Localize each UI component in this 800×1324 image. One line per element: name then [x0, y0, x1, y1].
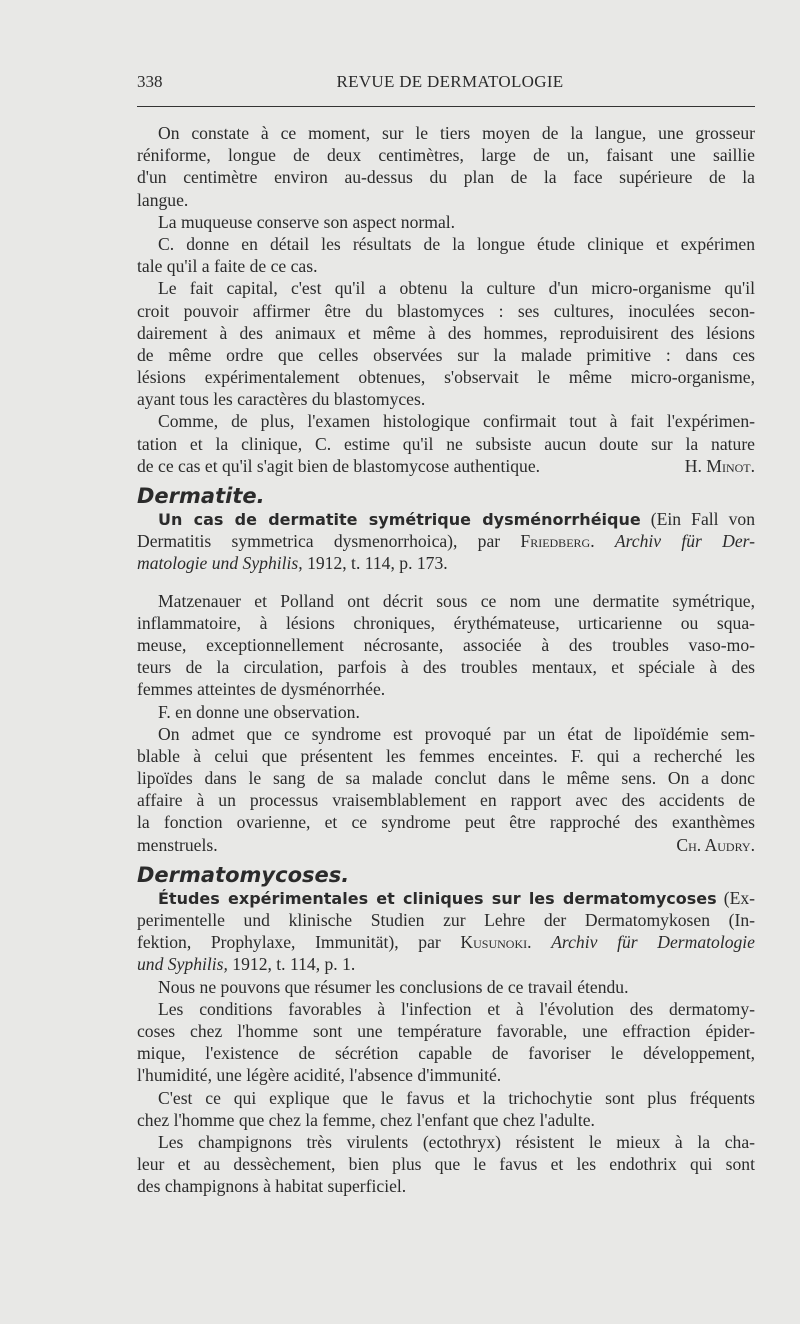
text-line: [137, 634, 755, 656]
text-line: [137, 656, 755, 678]
text-span: Matzenauer et Polland ont décrit sous ce nom une dermatite symétrique,: [158, 590, 755, 611]
spacer: [137, 575, 755, 590]
text-line: [137, 255, 755, 277]
text-line: [137, 166, 755, 188]
paragraph: [137, 590, 755, 701]
text-line: [137, 834, 755, 856]
running-title: REVUE DE DERMATOLOGIE: [336, 72, 564, 91]
text-line: [137, 508, 755, 530]
text-span: la fonction ovarienne, et ce syndrome peut être rapproché des exanthèmes: [137, 812, 755, 833]
text-line: [137, 1020, 755, 1042]
page-number: 338: [137, 72, 163, 91]
text-span: croit pouvoir affirmer être du blastomyces : ses cultures, inoculées secon-: [137, 300, 755, 321]
text-line: [137, 300, 755, 322]
text-span: meuse, exceptionnellement nécrosante, associée à des troubles vaso-mo-: [137, 634, 755, 655]
page-body: [137, 122, 755, 1197]
text-span: langue.: [137, 189, 189, 210]
text-span: (Ein Fall von: [640, 509, 755, 529]
text-span: Nous ne pouvons que résumer les conclusions de ce travail étendu.: [158, 976, 629, 997]
text-span: menstruels.: [137, 834, 218, 855]
text-line: [137, 767, 755, 789]
text-line: [137, 590, 755, 612]
text-line: [137, 410, 755, 432]
text-line: [137, 745, 755, 767]
text-span: On constate à ce moment, sur le tiers moyen de la langue, une grosseur: [158, 123, 755, 143]
text-line: [137, 233, 755, 255]
text-line: [137, 1087, 755, 1109]
text-line: [137, 322, 755, 344]
paragraph: [137, 976, 755, 998]
text-span: (Ex-: [716, 887, 755, 908]
text-line: [137, 789, 755, 811]
text-line: [137, 887, 755, 909]
text-line: [137, 366, 755, 388]
journal-citation: Archiv für Der-: [614, 531, 755, 552]
text-span: 1912, t. 114, p. 1.: [227, 954, 356, 975]
text-span: C. donne en détail les résultats de la longue étude clinique et expérimen: [158, 233, 755, 254]
text-line: [137, 1175, 755, 1197]
text-line: [137, 277, 755, 299]
text-line: [137, 530, 755, 552]
text-span: de ce cas et qu'il s'agit bien de blastomycose authentique.: [137, 455, 541, 476]
text-span: chez l'homme que chez la femme, chez l'enfant que chez l'adulte.: [137, 1109, 595, 1130]
text-span: F. en donne une observation.: [158, 701, 360, 722]
paragraph: [137, 233, 755, 277]
text-span: d'un centimètre environ au-dessus du plan de la face supérieure de la: [137, 167, 755, 188]
text-span: mique, l'existence de sécrétion capable de favoriser le développement,: [137, 1043, 755, 1064]
text-line: [137, 1153, 755, 1175]
text-line: [137, 909, 755, 931]
journal-citation: Archiv für Dermatologie: [551, 932, 755, 953]
text-line: [137, 144, 755, 166]
paragraph: [137, 998, 755, 1087]
text-line: [137, 433, 755, 455]
text-line: [137, 998, 755, 1020]
article-title: Un cas de dermatite symétrique dysménorrhéique: [158, 510, 641, 529]
journal-citation: und Syphilis,: [137, 954, 228, 975]
author-signature: Ch. Audry.: [676, 834, 755, 855]
text-line: [137, 723, 755, 745]
text-line: [137, 701, 755, 723]
text-line: [137, 953, 755, 975]
text-span: C'est ce qui explique que le favus et la trichochytie sont plus fréquents: [158, 1087, 755, 1108]
paragraph: [137, 1087, 755, 1131]
header-rule: [137, 106, 755, 107]
paragraph: [137, 277, 755, 410]
article-title: Études expérimentales et cliniques sur les dermatomycoses: [158, 888, 717, 908]
text-span: ayant tous les caractères du blastomyces.: [137, 389, 426, 410]
text-span: lipoïdes dans le sang de sa malade conclut dans le même sens. On a donc: [137, 768, 755, 789]
paragraph: [137, 701, 755, 723]
text-span: fektion, Prophylaxe, Immunität), par: [137, 932, 461, 953]
text-line: [137, 1131, 755, 1153]
text-span: La muqueuse conserve son aspect normal.: [158, 211, 456, 232]
text-span: Le fait capital, c'est qu'il a obtenu la culture d'un micro-organisme qu'il: [158, 278, 755, 299]
paragraph: [137, 508, 755, 575]
journal-citation: matologie und Syphilis,: [137, 553, 303, 574]
text-span: On admet que ce syndrome est provoqué par un état de lipoïdémie sem-: [158, 723, 755, 744]
text-line: [137, 811, 755, 833]
paragraph: [137, 723, 755, 856]
text-span: Les champignons très virulents (ectothryx) résistent le mieux à la cha-: [158, 1131, 755, 1152]
text-span: perimentelle und klinische Studien zur Lehre der Dermatomykosen (In-: [137, 910, 755, 930]
text-span: .: [590, 531, 615, 552]
text-span: dairement à des animaux et même à des hommes, reproduisirent des lésions: [137, 322, 755, 343]
text-span: de même ordre que celles observées sur la malade primitive : dans ces: [137, 344, 755, 365]
text-line: [137, 612, 755, 634]
text-span: des champignons à habitat superficiel.: [137, 1176, 407, 1197]
author-signature: H. Minot.: [684, 455, 755, 476]
paragraph: [137, 410, 755, 477]
text-line: [137, 211, 755, 233]
text-span: 1912, t. 114, p. 173.: [302, 553, 448, 574]
text-span: teurs de la circulation, parfois à des troubles mentaux, et spéciale à des: [137, 657, 755, 678]
text-span: coses chez l'homme sont une température favorable, une effraction épider-: [137, 1020, 755, 1041]
text-span: .: [527, 932, 552, 953]
text-line: [137, 678, 755, 700]
author-name: Kusunoki: [460, 932, 528, 953]
text-line: [137, 552, 755, 574]
text-line: [137, 388, 755, 410]
text-span: Dermatitis symmetrica dysmenorrhoica), par: [137, 531, 521, 552]
paragraph: [137, 887, 755, 976]
section-heading: Dermatomycoses.: [137, 862, 350, 887]
text-span: leur et au dessèchement, bien plus que le favus et les endothrix qui sont: [137, 1154, 755, 1175]
text-span: tation et la clinique, C. estime qu'il ne subsiste aucun doute sur la nature: [137, 433, 755, 454]
text-span: Les conditions favorables à l'infection et à l'évolution des dermatomy-: [158, 998, 755, 1019]
text-span: tale qu'il a faite de ce cas.: [137, 256, 318, 277]
text-line: [137, 455, 755, 477]
section-heading: Dermatite.: [137, 484, 265, 508]
text-span: lésions expérimentalement obtenues, s'observait le même micro-organisme,: [137, 367, 755, 388]
text-line: [137, 1042, 755, 1064]
text-span: femmes atteintes de dysménorrhée.: [137, 679, 386, 700]
author-name: Friedberg: [520, 531, 591, 552]
text-span: blable à celui que présentent les femmes enceintes. F. qui a recherché les: [137, 745, 755, 766]
paragraph: [137, 211, 755, 233]
text-line: [137, 1064, 755, 1086]
text-line: [137, 1109, 755, 1131]
text-span: affaire à un processus vraisemblablement en rapport avec des accidents de: [137, 790, 755, 811]
text-span: réniforme, longue de deux centimètres, large de un, faisant une saillie: [137, 145, 755, 166]
text-span: l'humidité, une légère acidité, l'absence d'immunité.: [137, 1065, 502, 1086]
text-line: [137, 189, 755, 211]
text-line: [137, 344, 755, 366]
text-span: inflammatoire, à lésions chroniques, érythémateuse, urticarienne ou squa-: [137, 612, 755, 633]
text-span: Comme, de plus, l'examen histologique confirmait tout à fait l'expérimen-: [158, 411, 755, 432]
text-line: [137, 976, 755, 998]
text-line: [137, 931, 755, 953]
text-line: [137, 122, 755, 144]
paragraph: [137, 1131, 755, 1198]
paragraph: [137, 122, 755, 211]
